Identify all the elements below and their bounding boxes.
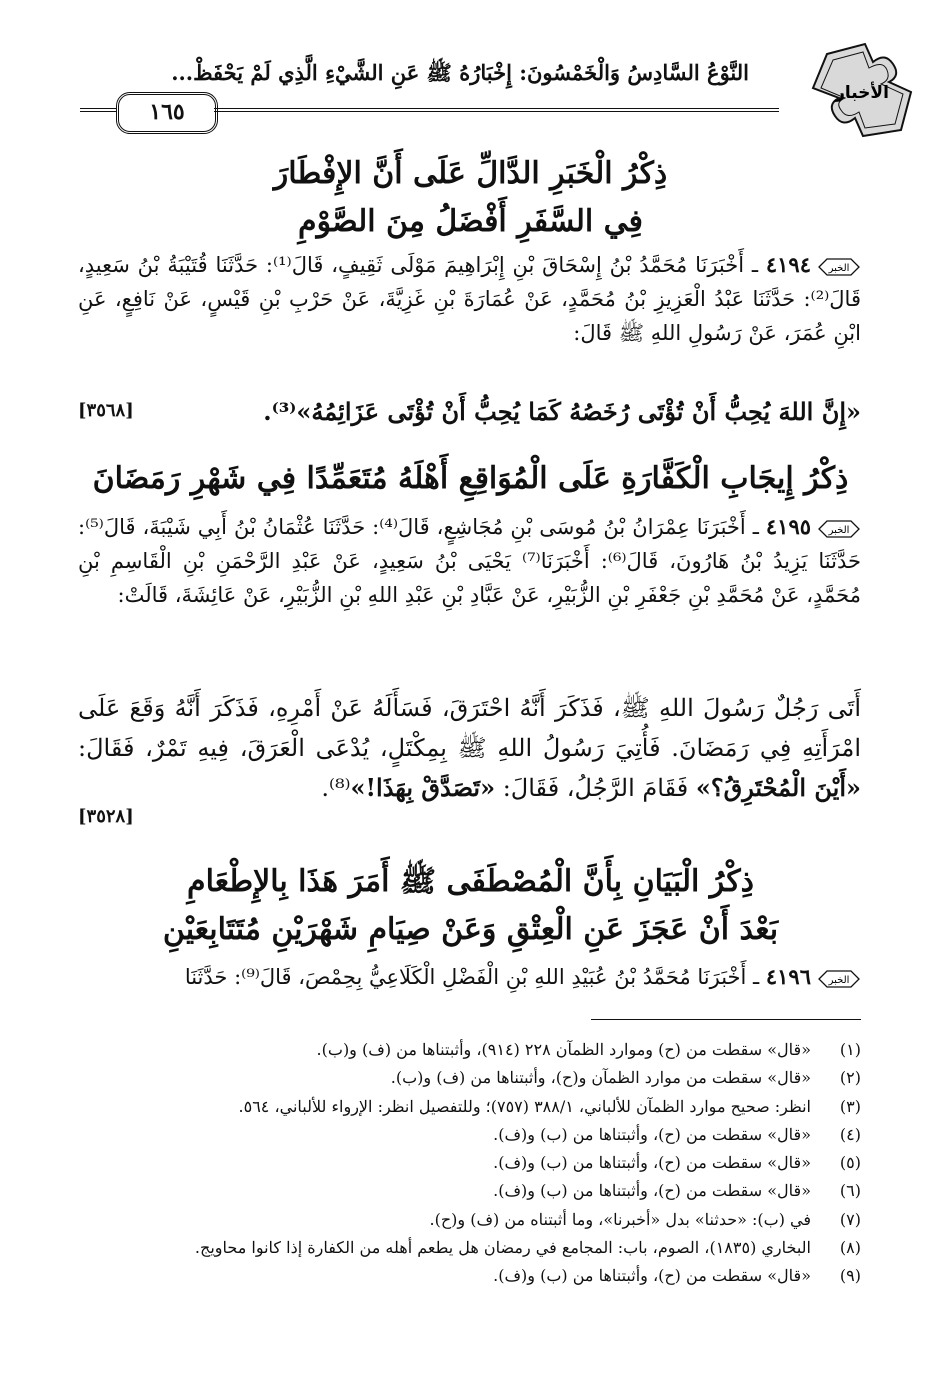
footnotes [80,1036,861,1291]
hadith-number: ٤١٩٤ [765,252,811,277]
isnad-text: ـ أَخْبَرَنَا مُحَمَّدُ بْنُ عُبَيْدِ اللهِ بْنِ الْفَضْلِ الْكَلَاعِيُّ بِحِمْصَ، قَالَ⁽⁹⁾: حَدَّثَنَا [184,965,760,989]
hadith-matn: «إِنَّ اللهَ يُحِبُّ أَنْ تُؤْتَى رُخَصُهُ كَمَا يُحِبُّ أَنْ تُؤْتَى عَزَائِمُهُ»⁽³⁾. [263,397,861,426]
chapter-title-line: ذِكْرُ الْخَبَرِ الدَّالِّ عَلَى أَنَّ الإِفْطَارَ [273,156,668,191]
footnote: (٨) البخاري (١٨٣٥)، الصوم، باب: المجامع في رمضان هل يطعم أهله من الكفارة إذا كانوا محاويج. [194,1238,861,1258]
page-header [80,40,919,128]
chapter-title-line: بَعْدَ أَنْ عَجَزَ عَنِ الْعِتْقِ وَعَنْ صِيَامِ شَهْرَيْنِ مُتَتَابِعَيْنِ [162,912,779,947]
svg-text:الخبر: الخبر [828,974,850,986]
page-number: ١٦٥ [116,92,218,134]
matn-command: «تَصَدَّقْ بِهَذَا!» [350,773,496,802]
puzzle-badge-icon [805,40,919,140]
chapter-title-line: ذِكْرُ الْبَيَانِ بِأَنَّ الْمُصْطَفَى ﷺ أَمَرَ هَذَا بِالإِطْعَامِ [187,864,754,899]
khabar-marker-icon [817,519,861,539]
header-rule-left [80,108,116,112]
isnad-text: ـ أَخْبَرَنَا مُحَمَّدُ بْنُ إِسْحَاقَ بْنِ إِبْرَاهِيمَ مَوْلَى ثَقِيفٍ، قَالَ⁽¹⁾: حَدَّثَنَا قُتَيْبَةُ بْنُ سَعِيدٍ، قَالَ⁽²⁾: حَدَّثَنَا عَبْدُ الْعَزِيزِ بْنُ مُحَمَّدٍ، عَنْ عُمَارَةَ بْنِ غَزِيَّةَ، عَنْ حَرْبِ بْنِ قَيْسٍ، عَنْ نَافِعٍ، عَنِ ابْنِ عُمَرَ، عَنْ رَسُولِ اللهِ ﷺ قَالَ: [78,253,861,345]
hadith-number: ٤١٩٥ [765,514,812,539]
isnad-text: ـ أَخْبَرَنَا عِمْرَانُ بْنُ مُوسَى بْنِ مُجَاشِعٍ، قَالَ⁽⁴⁾: حَدَّثَنَا عُثْمَانُ بْنُ أَبِي شَيْبَةَ، قَالَ⁽⁵⁾: حَدَّثَنَا يَزِيدُ بْنُ هَارُونَ، قَالَ⁽⁶⁾: أَخْبَرَنَا⁽⁷⁾ يَحْيَى بْنُ سَعِيدٍ، عَنْ عَبْدِ الرَّحْمَنِ بْنِ الْقَاسِمِ بْنِ مُحَمَّدٍ، عَنْ مُحَمَّدِ بْنِ جَعْفَرِ بْنِ الزُّبَيْرِ، عَنْ عَبَّادِ بْنِ عَبْدِ اللهِ بْنِ الزُّبَيْرِ، عَنْ عَائِشَةَ، قَالَتْ: [78,515,861,607]
reference-number: [٣٥٢٨] [78,806,134,827]
footnote-divider [591,1019,861,1020]
khabar-marker-icon [817,257,861,277]
chapter-title [40,150,901,246]
footnote: (٤) «قال» سقطت من (ح)، وأثبتناها من (ب) و(ف). [493,1124,861,1144]
khabar-marker-icon [817,969,861,989]
footnote: (١) «قال» سقطت من (ح) وموارد الظمآن ٢٢٨ (٩١٤)، وأثبتناها من (ف) و(ب). [316,1040,861,1059]
matn-question: «أَيْنَ الْمُحْتَرِقُ؟» [695,773,861,802]
hadith-isnad [78,248,861,350]
footnote: (٧) في (ب): «حدثنا» بدل «أخبرنا»، وما أثبتناه من (ف) و(ح). [429,1209,861,1229]
chapter-title-line: ذِكْرُ إِيجَابِ الْكَفَّارَةِ عَلَى الْمُوَاقِعِ أَهْلَهُ مُتَعَمِّدًا فِي شَهْرِ رَمَضَانَ [92,461,849,496]
badge-label: الأخبار [835,83,889,103]
svg-text:الخبر: الخبر [828,524,850,536]
running-head: النَّوْعُ السَّادِسُ وَالْخَمْسُونَ: إِخْبَارُهُ ﷺ عَنِ الشَّيْءِ الَّذِي لَمْ يَحْفَظْ... [171,60,749,85]
reference-number: [٣٥٦٨] [78,400,134,421]
chapter-title-line: فِي السَّفَرِ أَفْضَلُ مِنَ الصَّوْمِ [298,204,643,239]
hadith-number: ٤١٩٦ [765,964,811,989]
chapter-title [40,858,901,954]
header-rule-right [214,108,779,112]
footnote: (٣) انظر: صحيح موارد الظمآن للألباني، ٣٨٨/١ (٧٥٧)؛ وللتفصيل انظر: الإرواء للألباني، ٥٦٤. [238,1096,861,1116]
svg-text:الخبر: الخبر [828,262,850,274]
footnote: (٦) «قال» سقطت من (ح)، وأثبتناها من (ب) و(ف). [493,1181,861,1201]
chapter-title [40,455,901,503]
footnote: (٩) «قال» سقطت من (ح)، وأثبتناها من (ب) و(ف). [493,1266,861,1286]
footnote: (٢) «قال» سقطت من موارد الظمآن و(ح)، وأثبتناها من (ف) و(ب). [390,1068,861,1088]
footnote: (٥) «قال» سقطت من (ح)، وأثبتناها من (ب) و(ف). [493,1153,861,1173]
hadith-text: أَتَى رَجُلٌ رَسُولَ اللهِ ﷺ، فَذَكَرَ أَنَّهُ احْتَرَقَ، فَسَأَلَهُ عَنْ أَمْرِهِ، فَذَكَرَ أَنَّهُ وَقَعَ عَلَى امْرَأَتِهِ فِي رَمَضَانَ. فَأُتِيَ رَسُولُ اللهِ ﷺ بِمِكْتَلٍ، يُدْعَى الْعَرَقَ، فِيهِ تَمْرٌ، فَقَالَ: «أَيْنَ الْمُحْتَرِقُ؟» فَقَامَ الرَّجُلُ، فَقَالَ: «تَصَدَّقْ بِهَذَا!»⁽⁸⁾. [78,694,861,802]
hadith-isnad [78,510,861,612]
hadith-isnad [78,960,861,994]
